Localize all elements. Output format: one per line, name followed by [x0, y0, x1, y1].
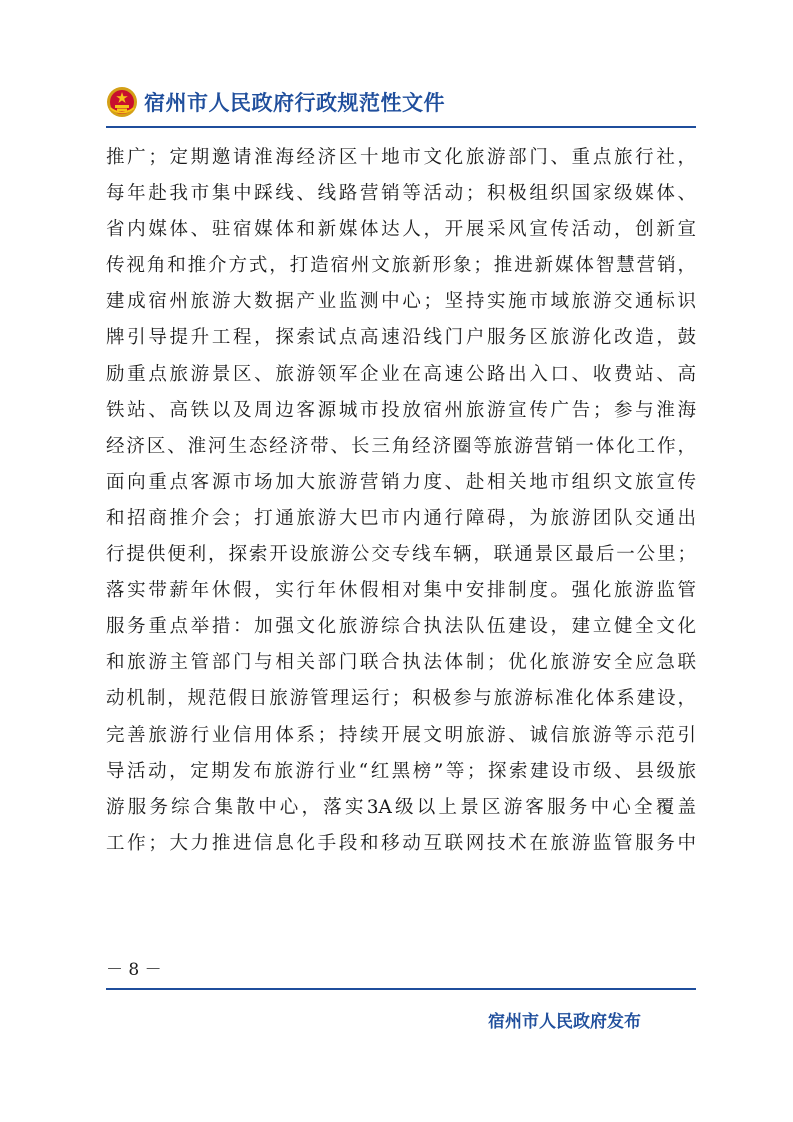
- body-line: 牌引导提升工程，探索试点高速沿线门户服务区旅游化改造，鼓: [106, 327, 696, 349]
- body-line: 工作；大力推进信息化手段和移动互联网技术在旅游监管服务中: [106, 832, 696, 854]
- body-line: 游服务综合集散中心，落实3A级以上景区游客服务中心全覆盖: [106, 796, 696, 818]
- body-line: 完善旅游行业信用体系；持续开展文明旅游、诚信旅游等示范引: [106, 724, 696, 746]
- body-line: 和招商推介会；打通旅游大巴市内通行障碍，为旅游团队交通出: [106, 507, 696, 529]
- body-line: 面向重点客源市场加大旅游营销力度、赴相关地市组织文旅宣传: [106, 471, 696, 493]
- body-line: 省内媒体、驻宿媒体和新媒体达人，开展采风宣传活动，创新宣: [106, 219, 696, 241]
- body-line: 传视角和推介方式，打造宿州文旅新形象；推进新媒体智慧营销，: [106, 255, 696, 277]
- body-line: 经济区、淮河生态经济带、长三角经济圈等旅游营销一体化工作，: [106, 435, 696, 457]
- document-body: [106, 140, 696, 862]
- body-line: 每年赴我市集中踩线、线路营销等活动；积极组织国家级媒体、: [106, 183, 696, 205]
- body-line: 落实带薪年休假，实行年休假相对集中安排制度。强化旅游监管: [106, 580, 696, 602]
- footer-publisher: 宿州市人民政府发布: [488, 1012, 641, 1032]
- page-number: － 8 －: [106, 960, 162, 980]
- body-line: 行提供便利，探索开设旅游公交专线车辆，联通景区最后一公里；: [106, 544, 696, 566]
- body-line: 服务重点举措：加强文化旅游综合执法队伍建设，建立健全文化: [106, 616, 696, 638]
- body-line: 推广；定期邀请淮海经济区十地市文化旅游部门、重点旅行社，: [106, 147, 696, 168]
- body-line: 导活动，定期发布旅游行业“红黑榜”等；探索建设市级、县级旅: [106, 760, 696, 782]
- body-line: 铁站、高铁以及周边客源城市投放宿州旅游宣传广告；参与淮海: [106, 399, 696, 421]
- body-line: 动机制，规范假日旅游管理运行；积极参与旅游标准化体系建设，: [106, 688, 696, 710]
- body-line: 和旅游主管部门与相关部门联合执法体制；优化旅游安全应急联: [106, 652, 696, 674]
- footer-divider: [106, 988, 696, 990]
- body-line: 励重点旅游景区、旅游领军企业在高速公路出入口、收费站、高: [106, 363, 696, 385]
- national-emblem-icon: [106, 86, 138, 118]
- document-header: [106, 84, 696, 120]
- header-divider: [106, 126, 696, 128]
- body-line: 建成宿州旅游大数据产业监测中心；坚持实施市域旅游交通标识: [106, 291, 696, 313]
- header-title: 宿州市人民政府行政规范性文件: [144, 91, 445, 115]
